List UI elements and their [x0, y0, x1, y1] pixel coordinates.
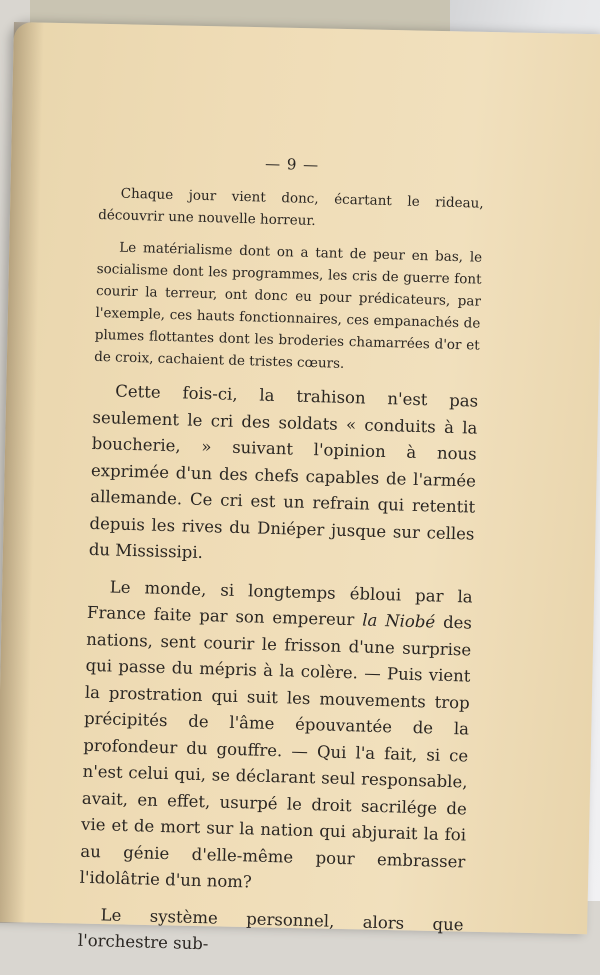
page-content	[77, 150, 485, 975]
paragraph-1: Chaque jour vient donc, écartant le rideau, découvrir une nouvelle horreur.	[97, 185, 484, 230]
paragraph-4-start: Le monde, si longtemps ébloui par la France faite par son empereur	[86, 576, 473, 630]
paragraph-4-end: des nations, sent courir le frisson d'une surprise qui passe du mépris à la colère. — Puis vient la prostration qui suit les mouvements trop précipités de l'âme épouvantée de la profondeur du gouffre. — Qui l'a fait, si ce n'est celui qui, se déclarant seul responsable, avait, en effet, usurpé le droit sacrilége de vie et de mort sur la nation qui abjurait la foi au génie d'elle-même pour embrasser l'idolâtrie d'un nom?	[79, 612, 473, 892]
spine-shadow	[0, 22, 44, 923]
paragraph-3: Cette fois-ci, la trahison n'est pas seulement le cri des soldats « conduits à la boucherie, » suivant l'opinion à nous exprimée d'un des chefs capables de l'armée allemande. Ce cri est un refrain qui retentit depuis les rives du Dniéper jusque sur celles du Mississipi.	[88, 381, 479, 563]
page-number: — 9 —	[264, 154, 320, 175]
paragraph-5: Le système personnel, alors que l'orchestre sub-	[77, 904, 464, 954]
paragraph-2: Le matérialisme dont on a tant de peur en bas, le socialisme dont les programmes, les cris de guerre font courir la terreur, ont donc eu pour prédicateurs, par l'exemple, ces hauts fonctionnaires, ces empanachés de plumes flottantes dont les broderies chamarrées d'or et de croix, cachaient de tristes cœurs.	[93, 239, 483, 372]
paragraph-4	[79, 573, 473, 902]
paragraph-4-italic: la Niobé	[361, 610, 436, 632]
